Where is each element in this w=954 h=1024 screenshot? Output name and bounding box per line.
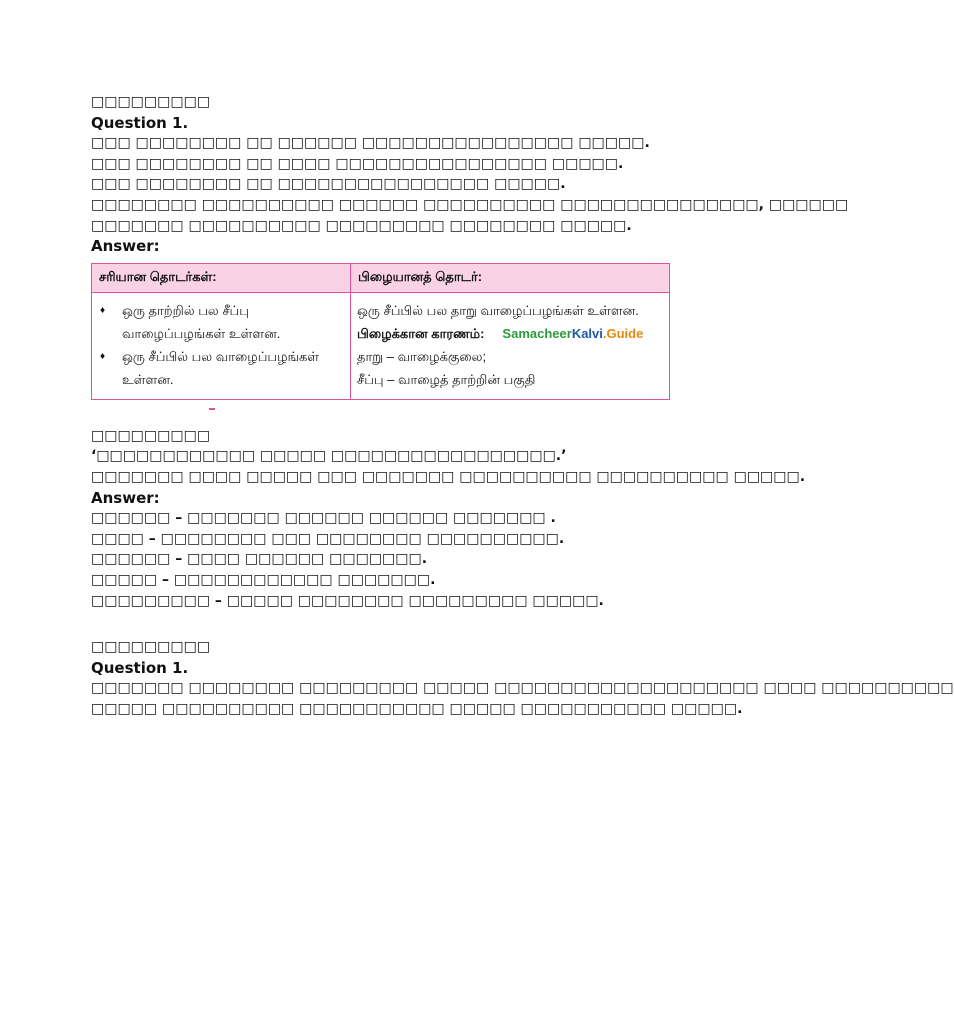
- answer-line: □□□□□ – □□□□□□□□□□□□ □□□□□□□.: [91, 571, 436, 588]
- samacheer-logo: SamacheerKalvi.Guide: [502, 325, 644, 341]
- table-header-row: [92, 263, 670, 292]
- bullet-icon: ♦: [100, 304, 106, 316]
- answer-line: □□□□ – □□□□□□□□ □□□ □□□□□□□□ □□□□□□□□□□.: [91, 530, 565, 547]
- reason-label: பிழைக்கான காரணம்:: [357, 325, 485, 341]
- list-item: [98, 345, 344, 391]
- section1-heading: □□□□□□□□□: [91, 94, 211, 110]
- answer-label: Answer:: [91, 237, 160, 256]
- question-label: Question 1.: [91, 658, 189, 677]
- section2-heading: □□□□□□□□□: [91, 427, 211, 444]
- pink-tick-mark: [209, 408, 215, 410]
- question-line: □□□□□□□ □□□□□□□□ □□□□□□□□□ □□□□□ □□□□□□□□□□□□□□□□□□□□ □□□□ □□□□□□□□□□: [91, 680, 954, 697]
- document-page: [91, 92, 954, 719]
- section3-heading: □□□□□□□□□: [91, 639, 211, 656]
- reason-row: [357, 322, 663, 345]
- correct-header: சரியான தொடர்கள்:: [92, 263, 351, 292]
- wrong-cell: [351, 292, 670, 399]
- answer-line: □□□□□□□□□ – □□□□□ □□□□□□□□ □□□□□□□□□ □□□□□.: [91, 592, 604, 609]
- correct-sentence: ஒரு தாற்றில் பல சீப்பு வாழைப்பழங்கள் உள்ளன.: [122, 302, 281, 341]
- question-line: □□□ □□□□□□□□ □□ □□□□□□□□□□□□□□□□ □□□□□.: [91, 176, 566, 193]
- wrong-header: பிழையானத் தொடர்:: [351, 263, 670, 292]
- answer-line: □□□□□□ – □□□□□□□ □□□□□□ □□□□□□ □□□□□□□ .: [91, 510, 556, 527]
- reason-line: சீப்பு – வாழைத் தாற்றின் பகுதி: [357, 371, 536, 387]
- bullet-icon: ♦: [100, 350, 106, 362]
- question-line: ‘□□□□□□□□□□□□ □□□□□ □□□□□□□□□□□□□□□□□.’: [91, 448, 567, 465]
- question-line: □□□□□□□ □□□□□□□□□□ □□□□□□□□□ □□□□□□□□ □□□□□.: [91, 217, 632, 234]
- question-line: □□□□□□□ □□□□ □□□□□ □□□ □□□□□□□ □□□□□□□□□□ □□□□□□□□□□ □□□□□.: [91, 468, 806, 485]
- wrong-sentence: ஒரு சீப்பில் பல தாறு வாழைப்பழங்கள் உள்ளன.: [357, 302, 639, 318]
- question-line: □□□□□ □□□□□□□□□□ □□□□□□□□□□□ □□□□□ □□□□□□□□□□□ □□□□□.: [91, 700, 743, 717]
- reason-line: தாறு – வாழைக்குலை;: [357, 348, 487, 364]
- table-row: [92, 292, 670, 399]
- question-line: □□□ □□□□□□□□ □□ □□□□ □□□□□□□□□□□□□□□□ □□□□□.: [91, 155, 624, 172]
- answer-table: [91, 263, 670, 400]
- correct-sentence: ஒரு சீப்பில் பல வாழைப்பழங்கள் உள்ளன.: [122, 348, 319, 387]
- question-line: □□□ □□□□□□□□ □□ □□□□□□ □□□□□□□□□□□□□□□□ □□□□□.: [91, 135, 650, 152]
- list-item: [98, 299, 344, 345]
- correct-cell: [92, 292, 351, 399]
- question-line: □□□□□□□□ □□□□□□□□□□ □□□□□□ □□□□□□□□□□ □□□□□□□□□□□□□□□, □□□□□□: [91, 196, 849, 213]
- answer-label: Answer:: [91, 488, 160, 507]
- answer-line: □□□□□□ – □□□□ □□□□□□ □□□□□□□.: [91, 551, 428, 568]
- question-label: Question 1.: [91, 113, 189, 132]
